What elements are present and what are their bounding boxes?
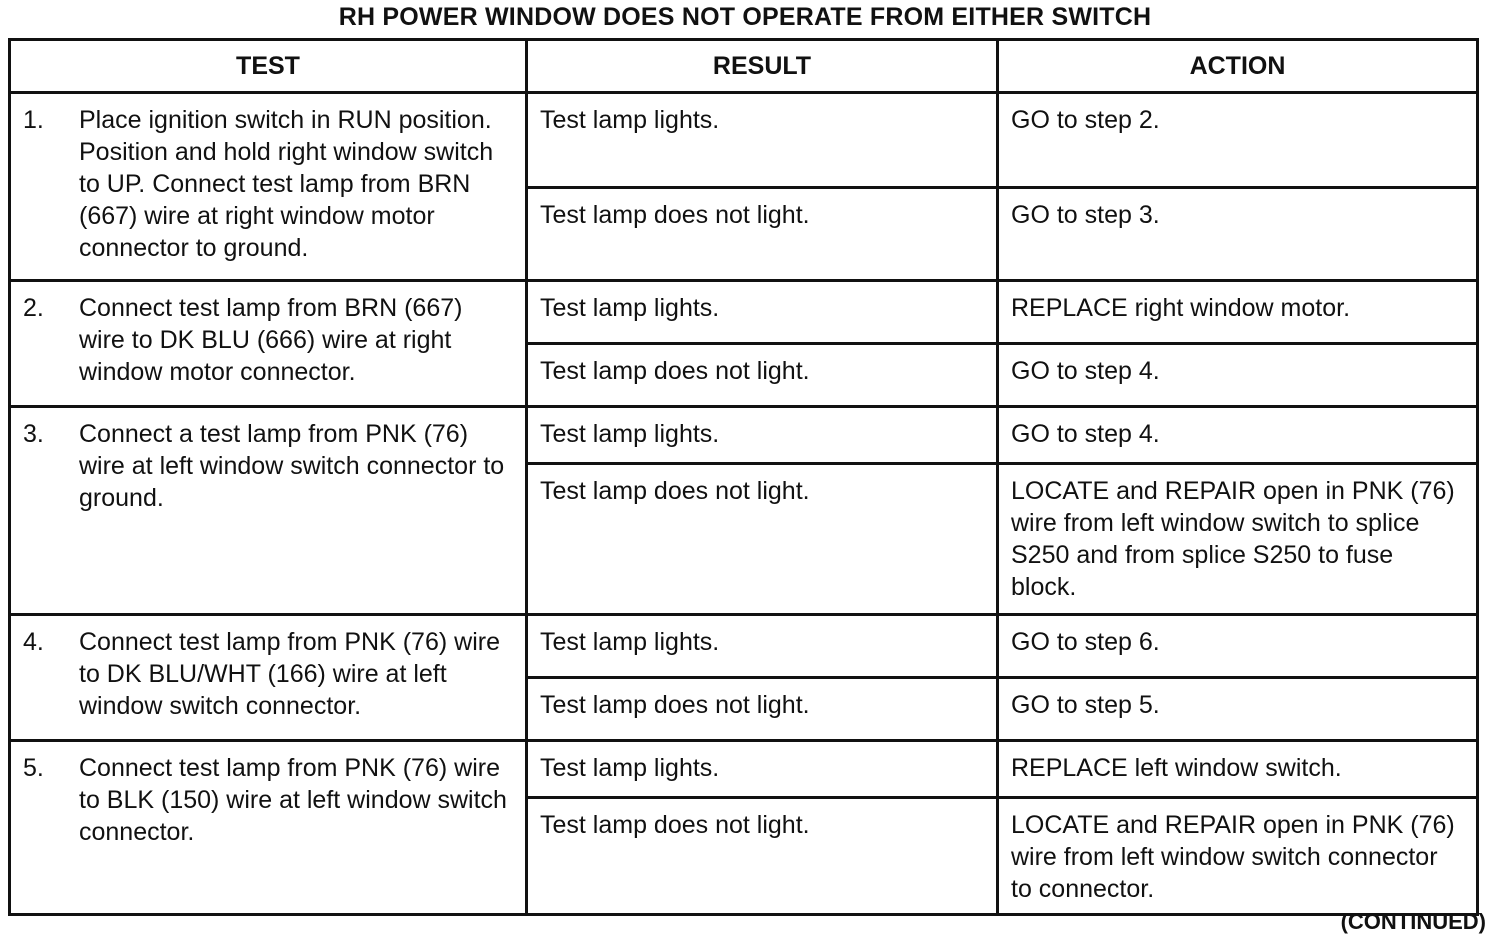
- step-number: 4.: [23, 628, 44, 656]
- table-row: [10, 281, 1478, 344]
- result-cell: Test lamp does not light.: [527, 344, 998, 407]
- result-cell: Test lamp does not light.: [527, 188, 998, 281]
- table-row: [10, 615, 1478, 678]
- step-number: 2.: [23, 294, 44, 322]
- continued-note: (CONTINUED): [1340, 909, 1486, 934]
- result-cell: Test lamp does not light.: [527, 464, 998, 615]
- test-cell-step-4: [10, 615, 527, 741]
- action-cell: LOCATE and REPAIR open in PNK (76) wire from left window switch connector to connector.: [998, 798, 1478, 915]
- step-instruction: Connect test lamp from PNK (76) wire to DK BLU/WHT (166) wire at left window switch connector.: [79, 628, 500, 720]
- action-cell: REPLACE right window motor.: [998, 281, 1478, 344]
- column-header-test: TEST: [10, 40, 527, 93]
- result-cell: Test lamp lights.: [527, 741, 998, 798]
- action-cell: GO to step 5.: [998, 678, 1478, 741]
- test-cell-step-2: [10, 281, 527, 407]
- column-header-result: RESULT: [527, 40, 998, 93]
- diagnostic-table: [8, 38, 1479, 916]
- result-cell: Test lamp lights.: [527, 407, 998, 464]
- table-row: [10, 741, 1478, 798]
- step-instruction: Place ignition switch in RUN position. Position and hold right window switch to UP. Connect test lamp from BRN (667) wire at right window motor connector to ground.: [79, 106, 494, 262]
- step-number: 3.: [23, 420, 44, 448]
- result-cell: Test lamp lights.: [527, 93, 998, 188]
- action-cell: REPLACE left window switch.: [998, 741, 1478, 798]
- action-cell: GO to step 6.: [998, 615, 1478, 678]
- table-header-row: [10, 40, 1478, 93]
- action-cell: GO to step 3.: [998, 188, 1478, 281]
- action-cell: GO to step 2.: [998, 93, 1478, 188]
- step-instruction: Connect test lamp from PNK (76) wire to BLK (150) wire at left window switch connector.: [79, 754, 507, 846]
- table-row: [10, 93, 1478, 188]
- action-cell: GO to step 4.: [998, 407, 1478, 464]
- step-instruction: Connect a test lamp from PNK (76) wire at left window switch connector to ground.: [79, 420, 505, 512]
- column-header-action: ACTION: [998, 40, 1478, 93]
- page-title: RH POWER WINDOW DOES NOT OPERATE FROM EITHER SWITCH: [338, 3, 1152, 31]
- test-cell-step-3: [10, 407, 527, 615]
- result-cell: Test lamp lights.: [527, 281, 998, 344]
- step-number: 5.: [23, 754, 44, 782]
- test-cell-step-1: [10, 93, 527, 281]
- action-cell: GO to step 4.: [998, 344, 1478, 407]
- step-number: 1.: [23, 106, 44, 134]
- step-instruction: Connect test lamp from BRN (667) wire to DK BLU (666) wire at right window motor connector.: [79, 294, 463, 386]
- test-cell-step-5: [10, 741, 527, 915]
- result-cell: Test lamp does not light.: [527, 678, 998, 741]
- result-cell: Test lamp does not light.: [527, 798, 998, 915]
- action-cell: LOCATE and REPAIR open in PNK (76) wire from left window switch to splice S250 and from splice S250 to fuse block.: [998, 464, 1478, 615]
- table-row: [10, 407, 1478, 464]
- result-cell: Test lamp lights.: [527, 615, 998, 678]
